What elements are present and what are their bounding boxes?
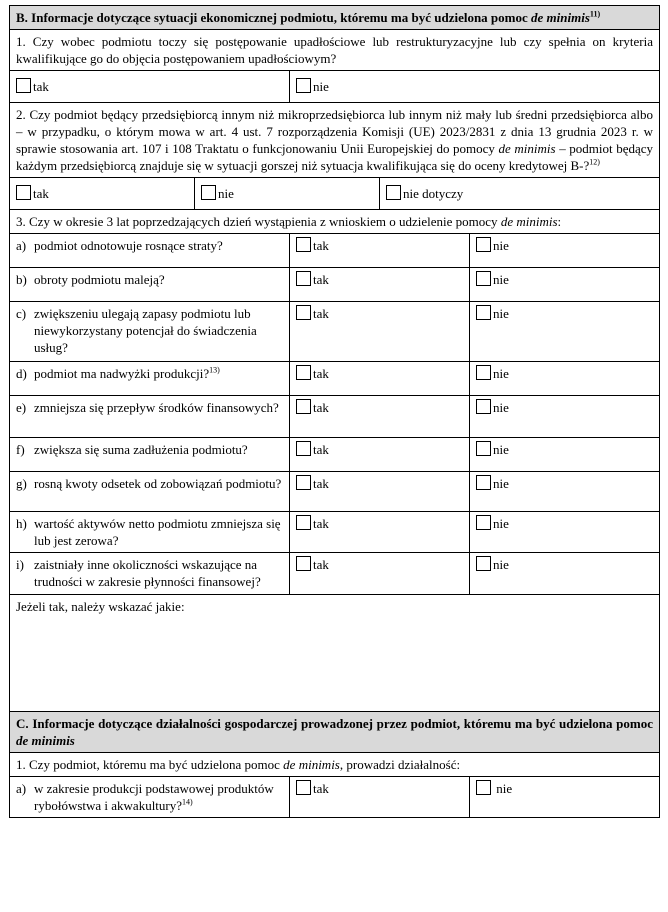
if-yes-field[interactable]: Jeżeli tak, należy wskazać jakie: bbox=[10, 595, 660, 712]
item-yes-option[interactable] bbox=[290, 438, 470, 472]
item-yes-option[interactable] bbox=[290, 268, 470, 302]
item-letter: h) bbox=[16, 516, 27, 531]
item-text: obroty podmiotu maleją? bbox=[34, 272, 165, 287]
yes-label: tak bbox=[313, 238, 329, 253]
yes-label: tak bbox=[313, 442, 329, 457]
checkbox-icon[interactable] bbox=[476, 515, 491, 530]
item-no-option[interactable] bbox=[470, 234, 660, 268]
question-2: 2. Czy podmiot będący przedsiębiorcą innym niż mikroprzedsiębiorca lub innym niż mały lub średni przedsiębiorca albo – w przypadku, o którym mowa w art. 4 ust. 7 rozporządzenia Komisji (UE) 2023/2831 z dnia 13 grudnia 2023 r. w sprawie stosowania art. 107 i 108 Traktatu o funkcjonowaniu Unii Europejskiej do pomocy de minimis – podmiot będący każdym przedsiębiorcą znajduje się w sytuacji gorszej niż sytuacja kwalifikująca się do oceny kredytowej B-?$^{12)}$ bbox=[10, 103, 660, 178]
item-text: zaistniały inne okoliczności wskazujące na trudności w zakresie płynności finansowej? bbox=[34, 557, 261, 589]
item-text: zwiększa się suma zadłużenia podmiotu? bbox=[34, 442, 248, 457]
yes-label: tak bbox=[313, 400, 329, 415]
item-label bbox=[10, 268, 290, 302]
checkbox-icon[interactable] bbox=[296, 475, 311, 490]
item-yes-option[interactable] bbox=[290, 302, 470, 362]
checkbox-icon[interactable] bbox=[296, 78, 311, 93]
item-label bbox=[10, 234, 290, 268]
section-c-question-1: 1. Czy podmiot, któremu ma być udzielona pomoc de minimis, prowadzi działalność: bbox=[10, 753, 660, 777]
item-no-option[interactable] bbox=[470, 553, 660, 595]
no-label: nie bbox=[493, 306, 509, 321]
checkbox-icon[interactable] bbox=[386, 185, 401, 200]
checkbox-icon[interactable] bbox=[296, 271, 311, 286]
question-3-item-row bbox=[10, 438, 660, 472]
checkbox-icon[interactable] bbox=[16, 185, 31, 200]
question-3-items bbox=[10, 234, 660, 595]
item-text: zwiększeniu ulegają zapasy podmiotu lub niewykorzystany potencjał do świadczenia usług? bbox=[34, 306, 257, 355]
item-letter: a) bbox=[16, 238, 27, 253]
item-text: podmiot ma nadwyżki produkcji? bbox=[34, 366, 210, 381]
item-text: wartość aktywów netto podmiotu zmniejsza się lub jest zerowa? bbox=[34, 516, 281, 548]
section-c-item-a: a) w zakresie produkcji podstawowej produktów rybołówstwa i akwakultury?$^{14)}$ bbox=[10, 777, 290, 818]
item-text: podmiot odnotowuje rosnące straty? bbox=[34, 238, 223, 253]
item-no-option[interactable] bbox=[470, 438, 660, 472]
yes-label: tak bbox=[313, 516, 329, 531]
item-letter: d) bbox=[16, 366, 27, 381]
checkbox-icon[interactable] bbox=[476, 475, 491, 490]
c-a-yes-option[interactable]: tak bbox=[290, 777, 470, 818]
checkbox-icon[interactable] bbox=[476, 441, 491, 456]
item-text: rosną kwoty odsetek od zobowiązań podmiotu? bbox=[34, 476, 282, 491]
item-label bbox=[10, 553, 290, 595]
item-yes-option[interactable] bbox=[290, 362, 470, 396]
item-letter: e) bbox=[16, 400, 27, 415]
no-label: nie bbox=[493, 272, 509, 287]
item-yes-option[interactable] bbox=[290, 512, 470, 553]
checkbox-icon[interactable] bbox=[296, 556, 311, 571]
item-no-option[interactable] bbox=[470, 512, 660, 553]
yes-label: tak bbox=[313, 476, 329, 491]
question-3-item-row bbox=[10, 362, 660, 396]
yes-label: tak bbox=[313, 272, 329, 287]
checkbox-icon[interactable] bbox=[476, 780, 491, 795]
item-no-option[interactable] bbox=[470, 396, 660, 438]
item-no-option[interactable] bbox=[470, 472, 660, 512]
no-label: nie bbox=[493, 400, 509, 415]
item-label bbox=[10, 396, 290, 438]
checkbox-icon[interactable] bbox=[201, 185, 216, 200]
item-letter: b) bbox=[16, 272, 27, 287]
checkbox-icon[interactable] bbox=[296, 305, 311, 320]
section-b-header: B. Informacje dotyczące sytuacji ekonomicznej podmiotu, któremu ma być udzielona pomoc de minimis$^{11)}$ bbox=[10, 6, 660, 30]
section-c-header: C. Informacje dotyczące działalności gospodarczej prowadzonej przez podmiot, któremu ma być udzielona pomoc de minimis bbox=[10, 712, 660, 753]
item-letter: f) bbox=[16, 442, 25, 457]
no-label: nie bbox=[493, 366, 509, 381]
checkbox-icon[interactable] bbox=[296, 515, 311, 530]
item-yes-option[interactable] bbox=[290, 472, 470, 512]
form-table bbox=[9, 5, 660, 818]
item-no-option[interactable] bbox=[470, 268, 660, 302]
item-no-option[interactable] bbox=[470, 362, 660, 396]
checkbox-icon[interactable] bbox=[16, 78, 31, 93]
no-label: nie bbox=[493, 557, 509, 572]
checkbox-icon[interactable] bbox=[296, 365, 311, 380]
item-label bbox=[10, 302, 290, 362]
item-label bbox=[10, 362, 290, 396]
no-label: nie bbox=[493, 516, 509, 531]
no-label: nie bbox=[493, 476, 509, 491]
checkbox-icon[interactable] bbox=[476, 556, 491, 571]
checkbox-icon[interactable] bbox=[296, 441, 311, 456]
item-yes-option[interactable] bbox=[290, 234, 470, 268]
checkbox-icon[interactable] bbox=[476, 365, 491, 380]
item-label bbox=[10, 472, 290, 512]
question-3: 3. Czy w okresie 3 lat poprzedzających dzień wystąpienia z wnioskiem o udzielenie pomocy de minimis: bbox=[10, 210, 660, 234]
item-text: zmniejsza się przepływ środków finansowych? bbox=[34, 400, 279, 415]
checkbox-icon[interactable] bbox=[476, 305, 491, 320]
item-letter: c) bbox=[16, 306, 27, 321]
item-footnote: 13) bbox=[209, 365, 220, 375]
q2-na-option[interactable]: nie dotyczy bbox=[380, 178, 660, 210]
checkbox-icon[interactable] bbox=[296, 237, 311, 252]
no-label: nie bbox=[493, 442, 509, 457]
question-3-item-row bbox=[10, 512, 660, 553]
question-1: 1. Czy wobec podmiotu toczy się postępowanie upadłościowe lub restrukturyzacyjne lub czy spełnia on kryteria kwalifikujące go do objęcia postępowaniem upadłościowym? bbox=[10, 30, 660, 71]
q2-yes-option[interactable]: tak bbox=[10, 178, 195, 210]
checkbox-icon[interactable] bbox=[296, 399, 311, 414]
q2-no-option[interactable]: nie bbox=[195, 178, 380, 210]
checkbox-icon[interactable] bbox=[476, 237, 491, 252]
yes-label: tak bbox=[313, 366, 329, 381]
c-a-no-option[interactable]: nie bbox=[470, 777, 660, 818]
question-3-item-row bbox=[10, 302, 660, 362]
yes-label: tak bbox=[313, 306, 329, 321]
checkbox-icon[interactable] bbox=[296, 780, 311, 795]
no-label: nie bbox=[493, 238, 509, 253]
item-yes-option[interactable] bbox=[290, 396, 470, 438]
item-yes-option[interactable] bbox=[290, 553, 470, 595]
q1-yes-option[interactable]: tak bbox=[10, 71, 290, 103]
question-3-item-row bbox=[10, 472, 660, 512]
item-no-option[interactable] bbox=[470, 302, 660, 362]
item-letter: i) bbox=[16, 557, 24, 572]
checkbox-icon[interactable] bbox=[476, 271, 491, 286]
question-3-item-row bbox=[10, 234, 660, 268]
checkbox-icon[interactable] bbox=[476, 399, 491, 414]
question-3-item-row bbox=[10, 268, 660, 302]
question-3-item-row bbox=[10, 553, 660, 595]
q1-no-option[interactable]: nie bbox=[290, 71, 660, 103]
question-3-item-row bbox=[10, 396, 660, 438]
yes-label: tak bbox=[313, 557, 329, 572]
item-label bbox=[10, 512, 290, 553]
item-letter: g) bbox=[16, 476, 27, 491]
item-label bbox=[10, 438, 290, 472]
